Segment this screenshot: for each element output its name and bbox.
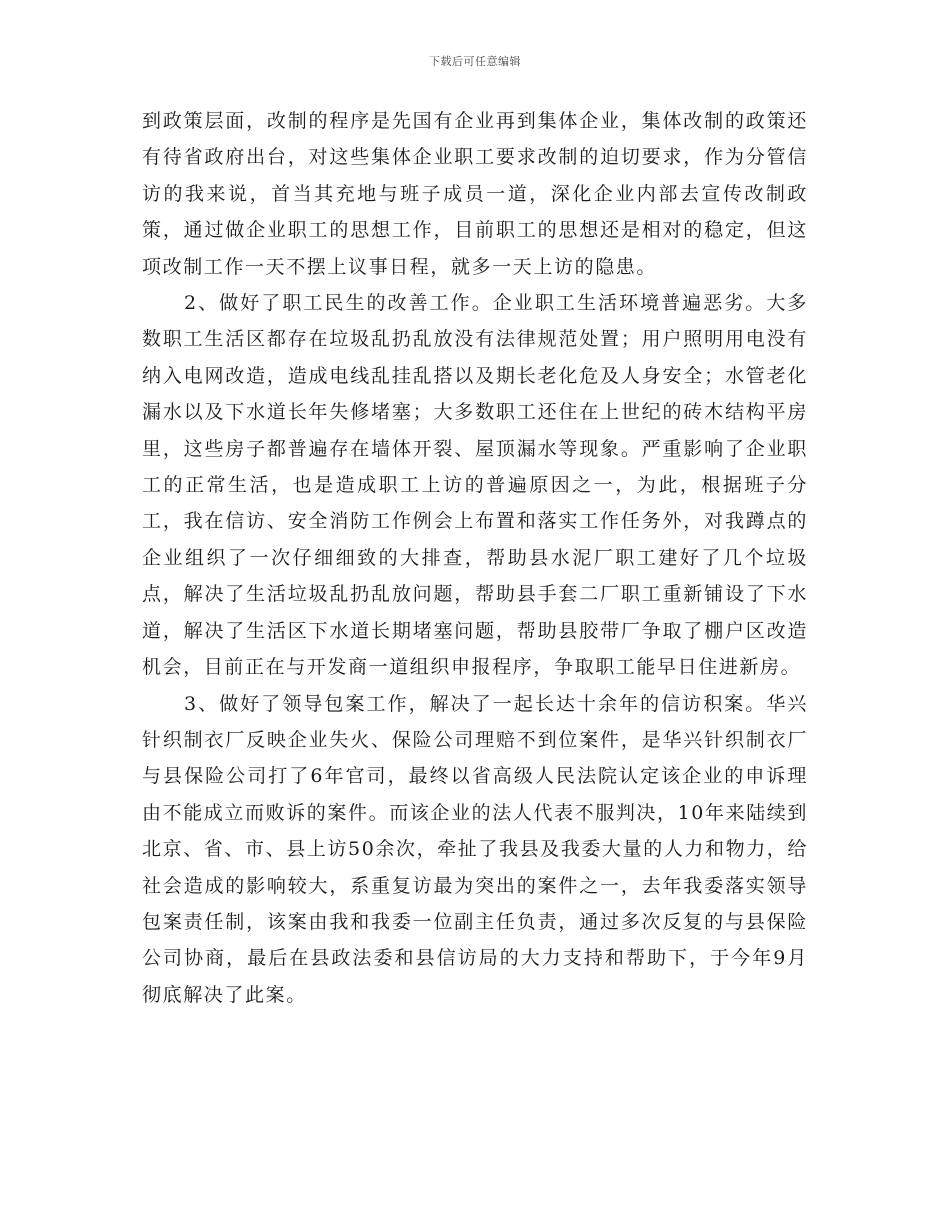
page-header: 下载后可任意编辑 bbox=[429, 55, 521, 68]
paragraph-continued: 到政策层面，改制的程序是先国有企业再到集体企业，集体改制的政策还有待省政府出台，对这些集体企业职工要求改制的迫切要求，作为分管信访的我来说，首当其充地与班子成员一道，深化企业内部去宣传改制政策，通过做企业职工的思想工作，目前职工的思想还是相对的稳定，但这项改制工作一天不摆上议事日程，就多一天上访的隐患。 bbox=[142, 110, 808, 278]
paragraph-item-3: 3、做好了领导包案工作，解决了一起长达十余年的信访积案。华兴针织制衣厂反映企业失火、保险公司理赔不到位案件，是华兴针织制衣厂与县保险公司打了6年官司，最终以省高级人民法院认定该企业的申诉理由不能成立而败诉的案件。而该企业的法人代表不服判决，10年来陆续到北京、省、市、县上访50余次，牵扯了我县及我委大量的人力和物力，给社会造成的影响较大，系重复访最为突出的案件之一，去年我委落实领导包案责任制，该案由我和我委一位副主任负责，通过多次反复的与县保险公司协商，最后在县政法委和县信访局的大力支持和帮助下，于今年9月彻底解决了此案。 bbox=[142, 692, 808, 1006]
paragraph-item-2: 2、做好了职工民生的改善工作。企业职工生活环境普遍恶劣。大多数职工生活区都存在垃圾乱扔乱放没有法律规范处置；用户照明用电没有纳入电网改造，造成电线乱挂乱搭以及期长老化危及人身安全；水管老化漏水以及下水道长年失修堵塞；大多数职工还住在上世纪的砖木结构平房里，这些房子都普遍存在墙体开裂、屋顶漏水等现象。严重影响了企业职工的正常生活，也是造成职工上访的普遍原因之一，为此，根据班子分工，我在信访、安全消防工作例会上布置和落实工作任务外，对我蹲点的企业组织了一次仔细细致的大排查，帮助县水泥厂职工建好了几个垃圾点，解决了生活垃圾乱扔乱放问题，帮助县手套二厂职工重新铺设了下水道，解决了生活区下水道长期堵塞问题，帮助县胶带厂争取了棚户区改造机会，目前正在与开发商一道组织申报程序，争取职工能早日住进新房。 bbox=[142, 292, 808, 679]
document-body bbox=[142, 103, 808, 1013]
